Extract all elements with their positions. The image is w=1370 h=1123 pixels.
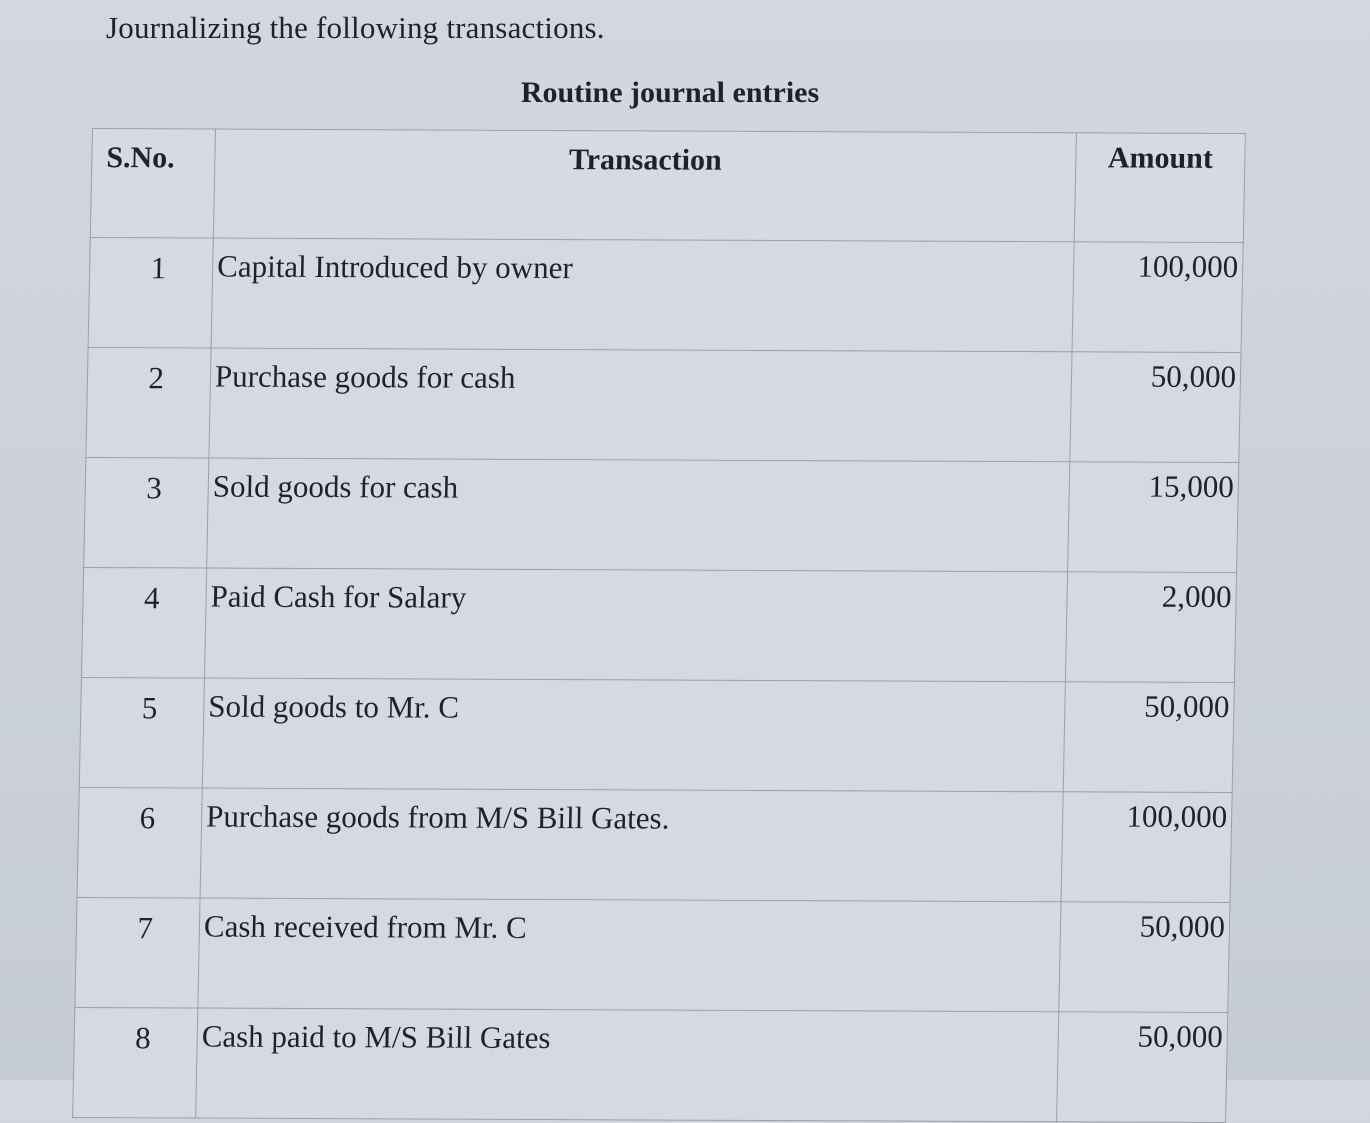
row-transaction: Purchase goods from M/S Bill Gates.	[200, 788, 1063, 902]
row-sno: 2	[86, 348, 211, 459]
journal-table	[72, 128, 1246, 1123]
row-amount: 50,000	[1063, 682, 1234, 793]
table-row	[79, 677, 1234, 792]
row-sno: 8	[73, 1007, 198, 1118]
row-transaction: Sold goods to Mr. C	[202, 678, 1065, 792]
row-transaction: Capital Introduced by owner	[211, 238, 1074, 352]
table-title: Routine journal entries	[520, 76, 820, 109]
table-row	[73, 1007, 1228, 1122]
row-amount: 50,000	[1059, 902, 1230, 1013]
column-header-amount: Amount	[1074, 133, 1245, 243]
table-row	[75, 897, 1230, 1012]
row-transaction: Purchase goods for cash	[209, 348, 1072, 462]
row-amount: 100,000	[1072, 242, 1243, 353]
row-transaction: Sold goods for cash	[207, 458, 1070, 572]
row-sno: 4	[81, 567, 206, 678]
table-row	[77, 787, 1232, 902]
column-header-sno: S.No.	[90, 129, 215, 239]
row-amount: 50,000	[1070, 352, 1241, 463]
table-row	[84, 457, 1239, 572]
row-transaction: Cash received from Mr. C	[198, 898, 1061, 1012]
row-sno: 5	[79, 677, 204, 788]
row-amount: 100,000	[1061, 792, 1232, 903]
table-row	[88, 238, 1243, 353]
table-row	[81, 567, 1236, 682]
row-transaction: Paid Cash for Salary	[204, 568, 1067, 682]
row-sno: 6	[77, 787, 202, 898]
row-sno: 7	[75, 897, 200, 1008]
row-amount: 50,000	[1057, 1012, 1228, 1123]
row-amount: 15,000	[1068, 462, 1239, 573]
row-sno: 1	[88, 238, 213, 349]
row-transaction: Cash paid to M/S Bill Gates	[196, 1008, 1059, 1122]
table-row	[86, 348, 1241, 463]
row-sno: 3	[84, 457, 209, 568]
column-header-transaction: Transaction	[213, 129, 1076, 242]
row-amount: 2,000	[1065, 572, 1236, 683]
table-header-row	[90, 129, 1245, 243]
intro-heading: Journalizing the following transactions.	[106, 10, 605, 45]
